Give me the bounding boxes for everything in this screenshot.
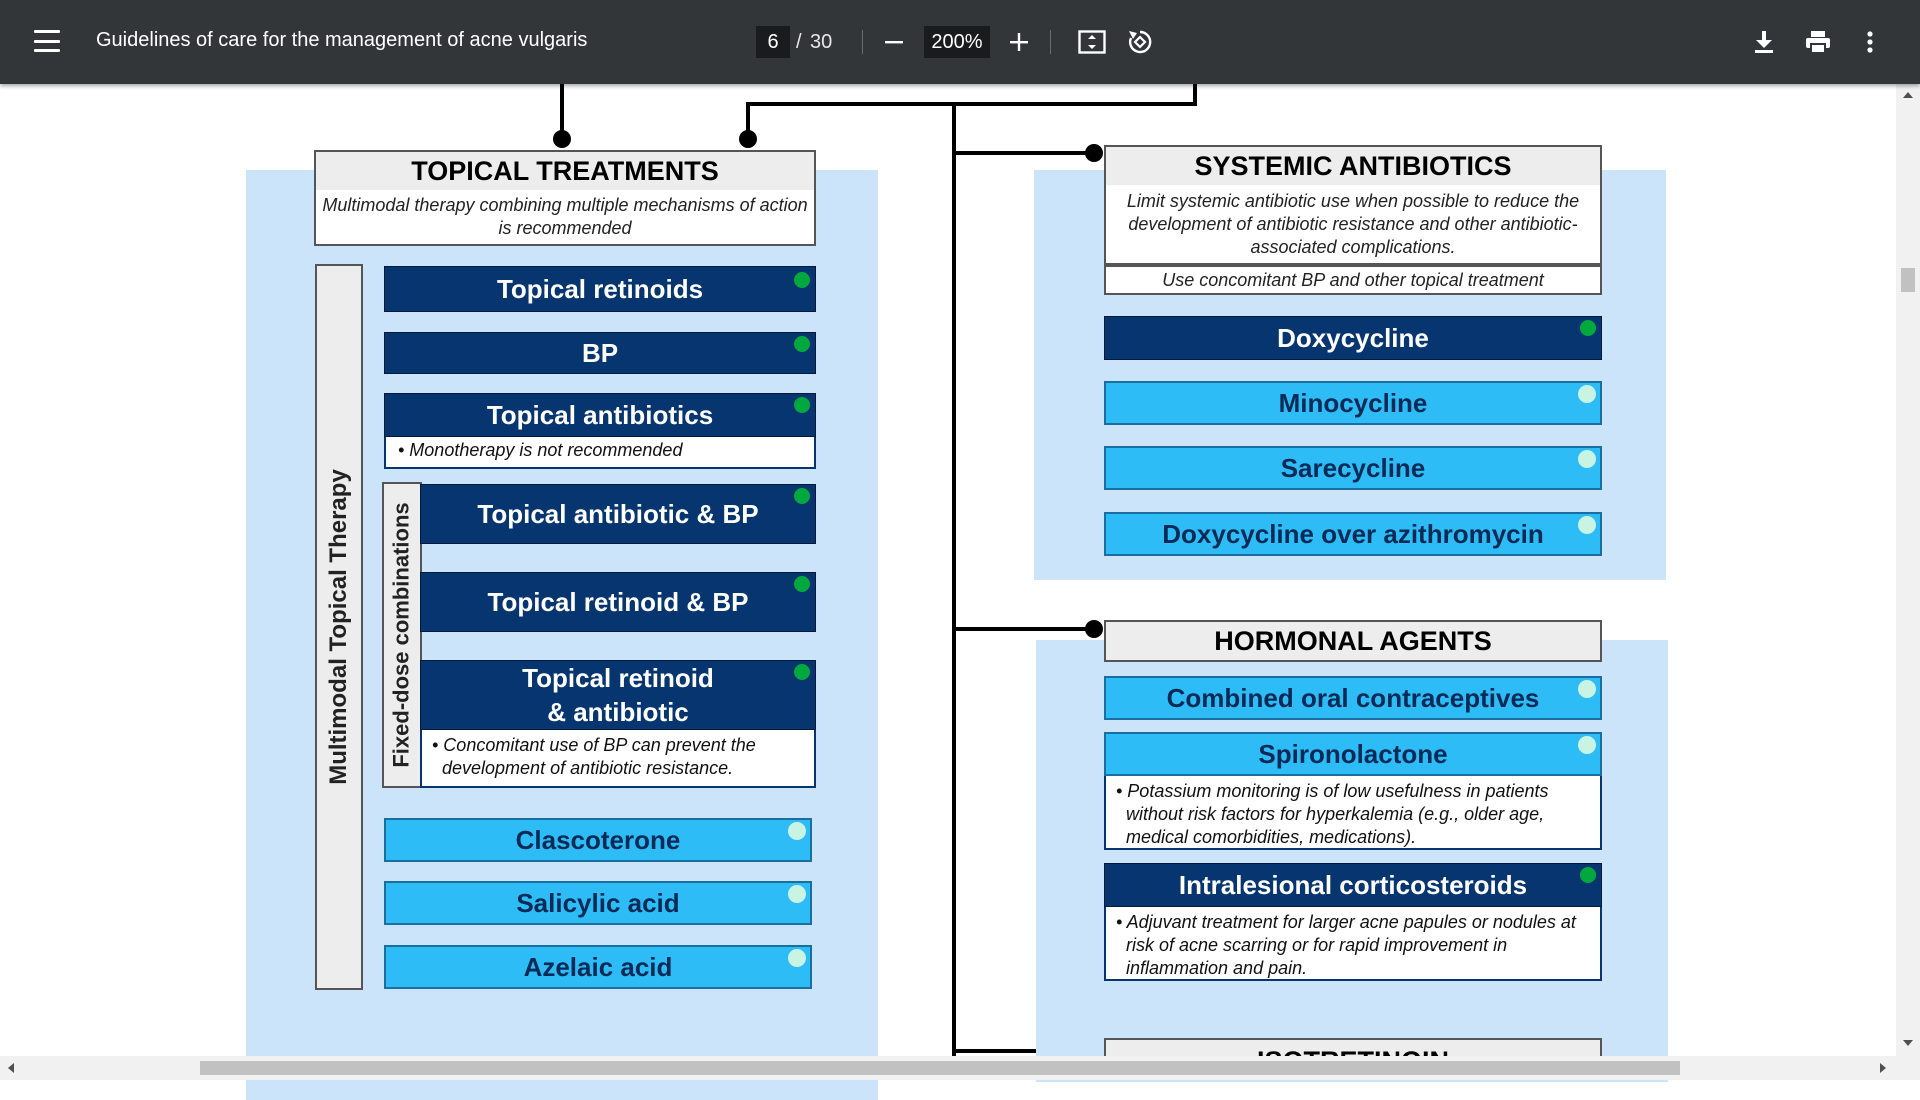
more-actions-button[interactable] <box>1854 26 1886 58</box>
zoom-out-icon <box>884 32 904 52</box>
strong-recommendation-dot <box>794 397 810 413</box>
systemic-header: SYSTEMIC ANTIBIOTICS <box>1104 145 1602 187</box>
topical-retinoid-bp-box: Topical retinoid & BP <box>420 572 816 632</box>
hormonal-header: HORMONAL AGENTS <box>1104 620 1602 662</box>
toolbar-divider <box>1050 30 1051 54</box>
retinoid-antibiotic-line2: & antibiotic <box>547 697 689 727</box>
combined-oral-contraceptives-box: Combined oral contraceptives <box>1104 676 1602 720</box>
strong-recommendation-dot <box>794 488 810 504</box>
multimodal-topical-text: Multimodal Topical Therapy <box>325 469 352 785</box>
connector-line <box>1193 84 1197 106</box>
fixed-dose-label <box>382 482 422 788</box>
strong-recommendation-dot <box>1580 867 1596 883</box>
minocycline-box: Minocycline <box>1104 381 1602 425</box>
conditional-recommendation-dot <box>1578 680 1596 698</box>
clascoterone-box: Clascoterone <box>384 818 812 862</box>
horizontal-scrollbar[interactable] <box>0 1056 1920 1080</box>
strong-recommendation-dot <box>794 576 810 592</box>
spironolactone-box: Spironolactone <box>1104 732 1602 776</box>
systemic-subtitle-2: Use concomitant BP and other topical treatment <box>1104 265 1602 295</box>
print-button[interactable] <box>1802 26 1834 58</box>
doxycycline-box: Doxycycline <box>1104 316 1602 360</box>
connector-node <box>739 130 757 148</box>
rotate-icon <box>1126 28 1154 56</box>
sarecycline-box: Sarecycline <box>1104 446 1602 490</box>
bp-box: BP <box>384 332 816 374</box>
retinoid-antibiotic-note: • Concomitant use of BP can prevent the development of antibiotic resistance. <box>420 730 816 788</box>
topical-antibiotics-box: Topical antibiotics <box>384 393 816 437</box>
topical-antibiotic-bp-box: Topical antibiotic & BP <box>420 484 816 544</box>
page-number-input[interactable]: 6 <box>756 26 790 58</box>
connector-node <box>1085 620 1103 638</box>
scroll-up-arrow-icon[interactable] <box>1903 92 1913 98</box>
menu-icon[interactable] <box>34 30 60 52</box>
more-vert-icon <box>1866 31 1874 53</box>
page-separator: / <box>796 31 802 53</box>
retinoid-antibiotic-line1: Topical retinoid <box>522 663 714 693</box>
conditional-recommendation-dot <box>788 885 806 903</box>
pdf-toolbar <box>0 0 1920 84</box>
conditional-recommendation-dot <box>1578 516 1596 534</box>
azelaic-acid-box: Azelaic acid <box>384 945 812 989</box>
conditional-recommendation-dot <box>1578 736 1596 754</box>
scroll-left-arrow-icon[interactable] <box>8 1063 14 1073</box>
fixed-dose-text: Fixed-dose combinations <box>389 502 415 768</box>
conditional-recommendation-dot <box>788 822 806 840</box>
spironolactone-note: • Potassium monitoring is of low usefulness in patients without risk factors for hyperkalemia (e.g., older age, medical comorbidities, medications). <box>1104 776 1602 850</box>
connector-node <box>1085 144 1103 162</box>
scroll-down-arrow-icon[interactable] <box>1903 1040 1913 1046</box>
topical-retinoid-antibiotic-box <box>420 660 816 730</box>
strong-recommendation-dot <box>794 664 810 680</box>
topical-subtitle: Multimodal therapy combining multiple mechanisms of action is recommended <box>314 190 816 246</box>
zoom-in-button[interactable] <box>1003 26 1035 58</box>
topical-antibiotics-note: • Monotherapy is not recommended <box>384 437 816 469</box>
download-icon <box>1753 30 1775 54</box>
document-title: Guidelines of care for the management of acne vulgaris <box>96 29 588 51</box>
conditional-recommendation-dot <box>1578 385 1596 403</box>
intralesional-note: • Adjuvant treatment for larger acne papules or nodules at risk of acne scarring or for rapid improvement in inflammation and pain. <box>1104 907 1602 981</box>
connector-line <box>952 102 956 1062</box>
toolbar-divider <box>862 30 863 54</box>
topical-retinoids-box: Topical retinoids <box>384 266 816 312</box>
conditional-recommendation-dot <box>788 949 806 967</box>
vertical-scroll-thumb[interactable] <box>1901 268 1915 292</box>
connector-line <box>746 102 1196 106</box>
multimodal-topical-label <box>315 264 363 990</box>
conditional-recommendation-dot <box>1578 450 1596 468</box>
strong-recommendation-dot <box>794 336 810 352</box>
rotate-button[interactable] <box>1124 26 1156 58</box>
strong-recommendation-dot <box>1580 320 1596 336</box>
connector-line <box>952 627 1094 631</box>
zoom-level-input[interactable]: 200% <box>924 26 990 58</box>
salicylic-acid-box: Salicylic acid <box>384 881 812 925</box>
intralesional-corticosteroids-box: Intralesional corticosteroids <box>1104 863 1602 907</box>
total-pages: 30 <box>810 31 833 53</box>
fit-page-icon <box>1078 30 1106 54</box>
zoom-in-icon <box>1009 32 1029 52</box>
doxycycline-over-azithromycin-box: Doxycycline over azithromycin <box>1104 512 1602 556</box>
strong-recommendation-dot <box>794 272 810 288</box>
zoom-out-button[interactable] <box>878 26 910 58</box>
horizontal-scroll-thumb[interactable] <box>200 1061 1680 1075</box>
print-icon <box>1805 30 1831 54</box>
scroll-right-arrow-icon[interactable] <box>1880 1063 1886 1073</box>
document-viewport[interactable] <box>0 84 1896 1056</box>
download-button[interactable] <box>1748 26 1780 58</box>
connector-line <box>952 151 1094 155</box>
vertical-scrollbar[interactable] <box>1896 84 1920 1056</box>
fit-page-button[interactable] <box>1076 26 1108 58</box>
topical-header: TOPICAL TREATMENTS <box>314 150 816 192</box>
connector-node <box>553 130 571 148</box>
systemic-subtitle: Limit systemic antibiotic use when possible to reduce the development of antibiotic resistance and other antibiotic-associated complications. <box>1104 185 1602 265</box>
